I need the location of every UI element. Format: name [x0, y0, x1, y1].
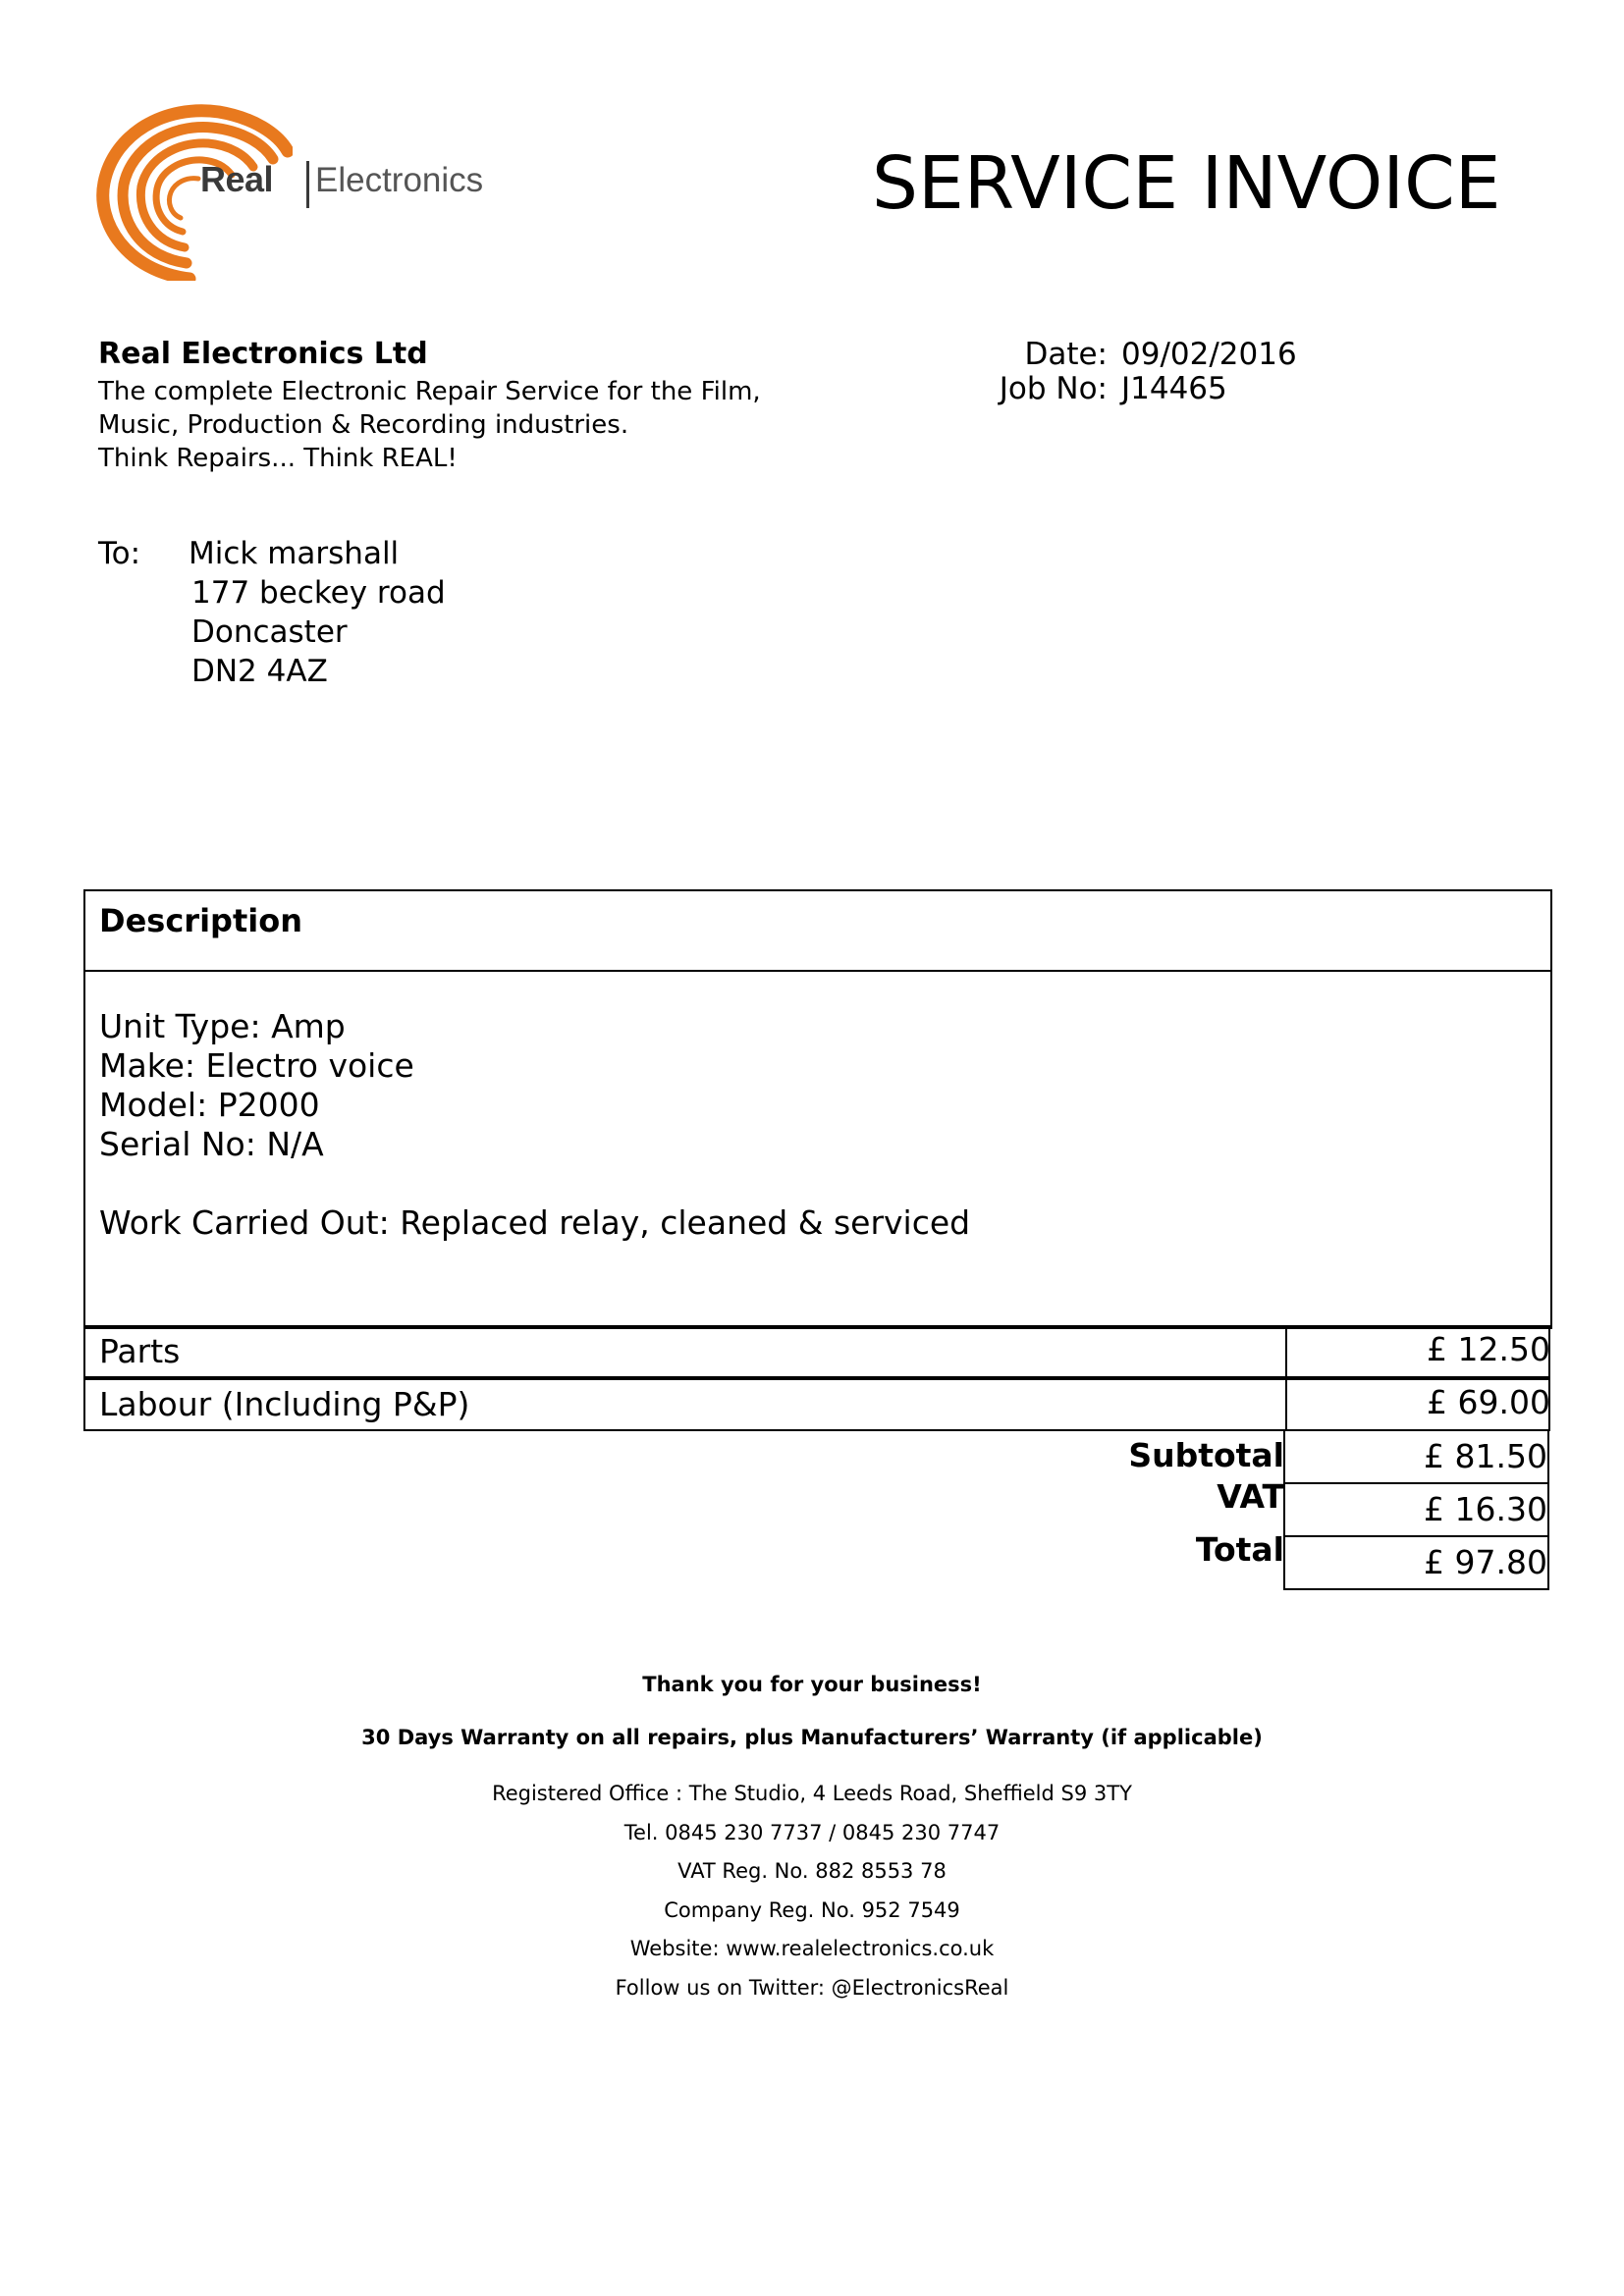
date-label: Date: [1024, 337, 1108, 372]
company-name: Real Electronics Ltd [98, 337, 428, 371]
parts-amount: £ 12.50 [1427, 1330, 1550, 1368]
company-tagline-3: Think Repairs... Think REAL! [98, 444, 458, 473]
recipient-address-1: 177 beckey road [191, 575, 446, 611]
website: Website: www.realelectronics.co.uk [629, 1937, 995, 1960]
description-body [99, 1007, 970, 1243]
parts-amount-cell [1285, 1325, 1550, 1378]
description-box [83, 889, 1552, 1329]
recipient-address-2: Doncaster [191, 614, 348, 650]
logo-divider [306, 161, 309, 208]
invoice-meta [982, 338, 1297, 406]
line-item-parts [83, 1325, 1550, 1378]
line-item-labour [83, 1378, 1550, 1431]
total-cell [1283, 1535, 1549, 1590]
recipient-postcode: DN2 4AZ [191, 654, 328, 689]
twitter-handle: Follow us on Twitter: @ElectronicsReal [615, 1975, 1009, 2000]
subtotal-amount: £ 81.50 [1424, 1437, 1547, 1475]
model: Model: P2000 [99, 1086, 320, 1124]
company-tagline-1: The complete Electronic Repair Service for the Film, [98, 377, 761, 406]
subtotal-cell [1283, 1429, 1549, 1484]
serial-number: Serial No: N/A [99, 1125, 324, 1163]
thank-you-message: Thank you for your business! [642, 1673, 982, 1696]
warranty-notice: 30 Days Warranty on all repairs, plus Manufacturers’ Warranty (if applicable) [361, 1726, 1263, 1749]
vat-label: VAT [1217, 1477, 1284, 1516]
company-tagline-2: Music, Production & Recording industries. [98, 410, 629, 440]
company-registration: Company Reg. No. 952 7549 [664, 1897, 960, 1922]
subtotal-label: Subtotal [1128, 1436, 1284, 1474]
total-label: Total [1195, 1530, 1284, 1569]
total-amount: £ 97.80 [1424, 1543, 1547, 1581]
description-header [85, 891, 1550, 972]
make: Make: Electro voice [99, 1046, 414, 1085]
logo-text-real: Real [200, 159, 274, 199]
vat-amount: £ 16.30 [1424, 1490, 1547, 1528]
work-carried-out: Work Carried Out: Replaced relay, cleaned & serviced [99, 1203, 971, 1242]
description-header-label: Description [99, 902, 302, 939]
labour-label: Labour (Including P&P) [99, 1385, 470, 1423]
unit-type: Unit Type: Amp [99, 1007, 346, 1045]
logo-text-electronics: Electronics [315, 161, 484, 199]
invoice-footer [0, 1669, 1624, 2007]
labour-amount-cell [1285, 1378, 1550, 1431]
telephone: Tel. 0845 230 7737 / 0845 230 7747 [623, 1820, 1001, 1844]
to-label: To: [98, 536, 141, 571]
registered-office: Registered Office : The Studio, 4 Leeds Road, Sheffield S9 3TY [492, 1782, 1132, 1805]
company-details [98, 338, 805, 475]
date-value: 09/02/2016 [1121, 337, 1297, 372]
recipient-name: Mick marshall [189, 536, 400, 571]
vat-cell [1283, 1482, 1549, 1537]
labour-amount: £ 69.00 [1427, 1383, 1550, 1421]
document-title: SERVICE INVOICE [872, 141, 1501, 226]
job-label: Job No: [999, 371, 1108, 406]
parts-label: Parts [99, 1332, 181, 1370]
vat-registration: VAT Reg. No. 882 8553 78 [677, 1859, 947, 1883]
company-logo [96, 104, 548, 281]
job-value: J14465 [1121, 371, 1227, 406]
